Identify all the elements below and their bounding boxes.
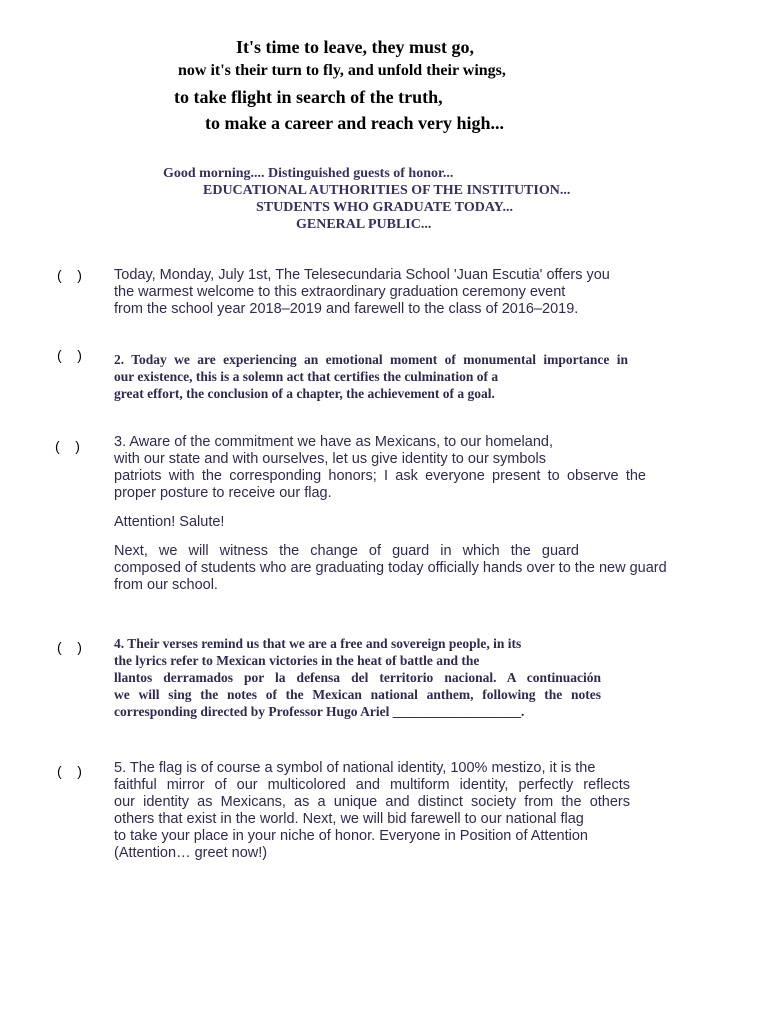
paragraph-line: 5. The flag is of course a symbol of national identity, 100% mestizo, it is the [114,760,596,776]
paragraph-line: great effort, the conclusion of a chapter, the achievement of a goal. [114,386,495,401]
paragraph-line: we will sing the notes of the Mexican national anthem, following the notes [114,687,601,702]
section-3-paragraph [114,434,646,502]
poem-line: to take flight in search of the truth, [174,87,443,107]
paragraph-line: patriots with the corresponding honors; I ask everyone present to observe the [114,468,646,484]
checkbox-mark: ( ) [57,267,82,283]
paragraph-line: composed of students who are graduating today officially hands over to the new guard [114,560,667,576]
paragraph-line: proper posture to receive our flag. [114,485,332,501]
greeting-line: EDUCATIONAL AUTHORITIES OF THE INSTITUTION... [203,183,571,198]
poem-line: to make a career and reach very high... [205,113,504,133]
checkbox-mark: ( ) [57,347,82,363]
paragraph-line: Today, Monday, July 1st, The Telesecundaria School 'Juan Escutia' offers you [114,267,610,283]
section-3-next-paragraph [114,543,667,594]
paragraph-line: from our school. [114,577,218,593]
section-2-paragraph [114,351,628,402]
paragraph-line: (Attention… greet now!) [114,845,268,861]
attention-salute [114,514,224,531]
paragraph-line: with our state and with ourselves, let us give identity to our symbols [114,451,546,467]
poem-line: It's time to leave, they must go, [236,37,474,57]
poem-line: now it's their turn to fly, and unfold their wings, [178,62,506,79]
paragraph-line: the warmest welcome to this extraordinary graduation ceremony event [114,284,566,300]
paragraph-line: our existence, this is a solemn act that certifies the culmination of a [114,369,499,384]
paragraph-line: the lyrics refer to Mexican victories in the heat of battle and the [114,653,480,668]
checkbox-mark: ( ) [57,639,82,655]
paragraph-line: corresponding directed by Professor Hugo Ariel ___________________. [114,704,525,719]
paragraph-line: others that exist in the world. Next, we will bid farewell to our national flag [114,811,584,827]
checkbox-mark: ( ) [57,763,82,779]
greeting-line: Good morning.... Distinguished guests of honor... [163,166,454,181]
greeting-line: GENERAL PUBLIC... [296,217,432,232]
paragraph-line: our identity as Mexicans, as a unique and distinct society from the others [114,794,630,810]
section-1-paragraph [114,267,634,318]
greeting-line: STUDENTS WHO GRADUATE TODAY... [256,200,514,215]
section-5-paragraph [114,760,630,862]
paragraph-line: to take your place in your niche of honor. Everyone in Position of Attention [114,828,588,844]
paragraph-line: llantos derramados por la defensa del territorio nacional. A continuación [114,670,601,685]
paragraph-line: 3. Aware of the commitment we have as Mexicans, to our homeland, [114,434,553,450]
paragraph-line: from the school year 2018–2019 and farewell to the class of 2016–2019. [114,301,579,317]
paragraph-line: Next, we will witness the change of guard in which the guard [114,543,579,559]
paragraph-line: 4. Their verses remind us that we are a free and sovereign people, in its [114,636,522,651]
attention-text: Attention! Salute! [114,514,225,530]
checkbox-mark: ( ) [55,438,80,454]
paragraph-line: faithful mirror of our multicolored and multiform identity, perfectly reflects [114,777,630,793]
paragraph-line: 2. Today we are experiencing an emotional moment of monumental importance in [114,352,628,367]
section-4-paragraph [114,635,601,720]
